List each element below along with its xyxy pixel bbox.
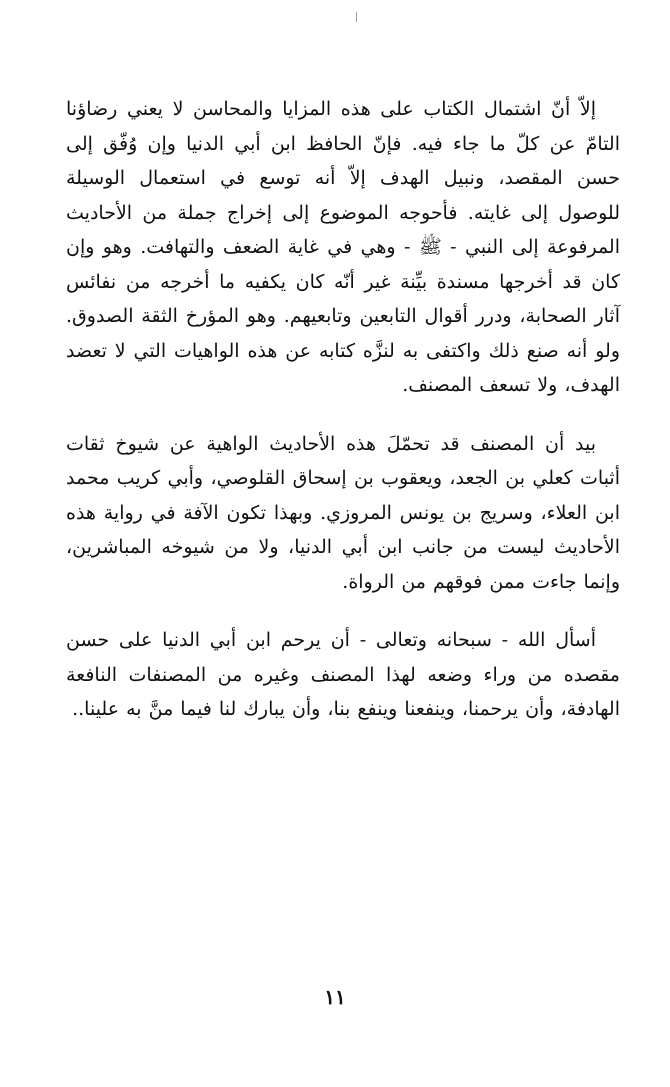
page-body	[66, 92, 620, 751]
page-number: ١١	[324, 985, 346, 1009]
paragraph-1: إلاّ أنّ اشتمال الكتاب على هذه المزايا والمحاسن لا يعني رضاؤنا التامّ عن كلّ ما جاء فيه. فإنّ الحافظ ابن أبي الدنيا وإن وُفّق إلى حسن المقصد، ونبيل الهدف إلاّ أنه توسع في استعمال الوسيلة للوصول إلى غايته. فأحوجه الموضوع إلى إخراج جملة من الأحاديث المرفوعة إلى النبي - ﷺ - وهي في غاية الضعف والتهافت. وهو وإن كان قد أخرجها مسندة بيِّنة غير أنّه كان يكفيه ما أخرجه من نفائس آثار الصحابة، ودرر أقوال التابعين وتابعيهم. وهو المؤرخ الثقة الصدوق. ولو أنه صنع ذلك واكتفى به لنزَّه كتابه عن هذه الواهيات التي لا تعضد الهدف، ولا تسعف المصنف.	[66, 98, 620, 396]
top-margin-mark	[356, 12, 357, 22]
paragraph-2: بيد أن المصنف قد تحمّلَ هذه الأحاديث الواهية عن شيوخ ثقات أثبات كعلي بن الجعد، ويعقوب بن إسحاق القلوصي، وأبي كريب محمد ابن العلاء، وسريج بن يونس المروزي. وبهذا تكون الآفة في رواية هذه الأحاديث ليست من جانب ابن أبي الدنيا، ولا من شيوخه المباشرين، وإنما جاءت ممن فوقهم من الرواة.	[66, 432, 620, 593]
paragraph-3: أسأل الله - سبحانه وتعالى - أن يرحم ابن أبي الدنيا على حسن مقصده من وراء وضعه لهذا المصنف وغيره من المصنفات النافعة الهادفة، وأن يرحمنا، وينفعنا وينفع بنا، وأن يبارك لنا فيما منَّ به علينا..	[66, 629, 620, 720]
